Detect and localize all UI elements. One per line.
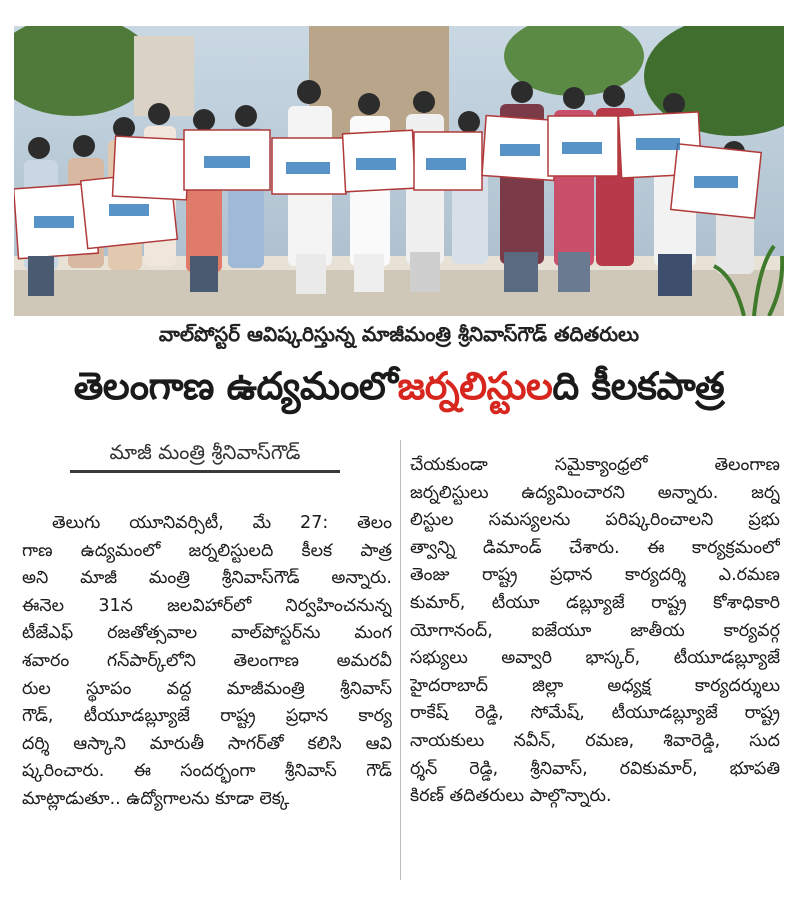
article-line: శవారం గన్‌పార్క్‌లోని తెలంగాణ అమరవీ bbox=[22, 650, 392, 671]
column-divider bbox=[400, 440, 401, 880]
article-line: కిరణ్‌ తదితరులు పాల్గొన్నారు. bbox=[410, 786, 612, 807]
news-photo bbox=[14, 26, 784, 316]
article-line: గాణ ఉద్యమంలో జర్నలిస్టులది కీలక పాత్ర bbox=[22, 540, 392, 561]
article-line: లిస్టుల సమస్యలను పరిష్కరించాలని ప్రభు bbox=[410, 510, 780, 531]
article-line: హైదరాబాద్‌ జిల్లా అధ్యక్ష కార్యదర్శులు bbox=[410, 675, 780, 696]
article-line: గౌడ్‌, టీయూడబ్ల్యూజే రాష్ట్ర ప్రధాన కార్య bbox=[22, 706, 392, 727]
article-line: రాకేష్‌ రెడ్డి, సోమేష్‌, టీయూడబ్ల్యూజే రాష్ట్ర bbox=[410, 703, 780, 724]
headline-highlight: జర్నలిస్టుల bbox=[397, 364, 553, 408]
article-column-right bbox=[410, 452, 780, 811]
article-line: కుమార్‌, టీయూ డబ్ల్యూజే రాష్ట్ర కోశాధికారి bbox=[410, 592, 780, 613]
article-column-left bbox=[22, 510, 392, 814]
photo-caption: వాల్‌పోస్టర్‌ ఆవిష్కరిస్తున్న మాజీమంత్రి శ్రీనివాస్‌గౌడ్‌ తదితరులు bbox=[158, 321, 640, 346]
article-line: తెలుగు యూనివర్సిటీ, మే 27: తెలం bbox=[52, 513, 392, 533]
article-line: టీజేఎఫ్‌ రజతోత్సవాల వాల్‌పోస్టర్‌ను మంగ bbox=[22, 623, 392, 644]
article-line: తెంజు రాష్ట్ర ప్రధాన కార్యదర్శి ఎ.రమణ bbox=[410, 565, 780, 586]
article-line: చేయకుండా సమైక్యాంధ్రలో తెలంగాణ bbox=[410, 455, 780, 475]
headline-part-3: ది కీలకపాత్ర bbox=[552, 364, 725, 408]
article-line: దర్శి ఆస్కాని మారుతీ సాగర్‌తో కలిసి ఆవి bbox=[22, 733, 392, 754]
headline bbox=[14, 360, 784, 422]
article-line: మాట్లాడుతూ.. ఉద్యోగాలను కూడా లెక్క bbox=[22, 788, 290, 809]
article-line: సభ్యులు అవ్వారి భాస్కర్‌, టీయూడబ్ల్యూజే bbox=[410, 648, 780, 669]
article-line: ఈనెల 31న జలవిహార్‌లో నిర్వహించనున్న bbox=[22, 595, 392, 616]
byline: మాజీ మంత్రి శ్రీనివాస్‌గౌడ్‌ bbox=[70, 436, 340, 473]
article-line: త్వాన్ని డిమాండ్‌ చేశారు. ఈ కార్యక్రమంలో bbox=[410, 537, 780, 558]
article-line: ష్కరించారు. ఈ సందర్భంగా శ్రీనివాస్‌ గౌడ్‌ bbox=[22, 761, 392, 782]
article-line: అని మాజీ మంత్రి శ్రీనివాస్‌గౌడ్‌ అన్నారు. bbox=[22, 568, 392, 589]
article-line: ర్శన్‌ రెడ్డి, శ్రీనివాస్‌, రవికుమార్‌, భూపతి bbox=[410, 758, 780, 779]
article-line: రుల స్థూపం వద్ద మాజీమంత్రి శ్రీనివాస్‌ bbox=[22, 678, 392, 699]
group-photo-icon bbox=[14, 26, 784, 316]
headline-part-1: తెలంగాణ ఉద్యమంలో bbox=[73, 364, 398, 408]
article-line: నాయకులు నవీన్‌, రమణ, శివారెడ్డి, సుద bbox=[410, 730, 780, 751]
article-line: జర్నలిస్టులు ఉద్యమించారని అన్నారు. జర్న bbox=[410, 482, 780, 503]
article-line: యోగానంద్‌, ఐజేయూ జాతీయ కార్యవర్గ bbox=[410, 620, 780, 641]
